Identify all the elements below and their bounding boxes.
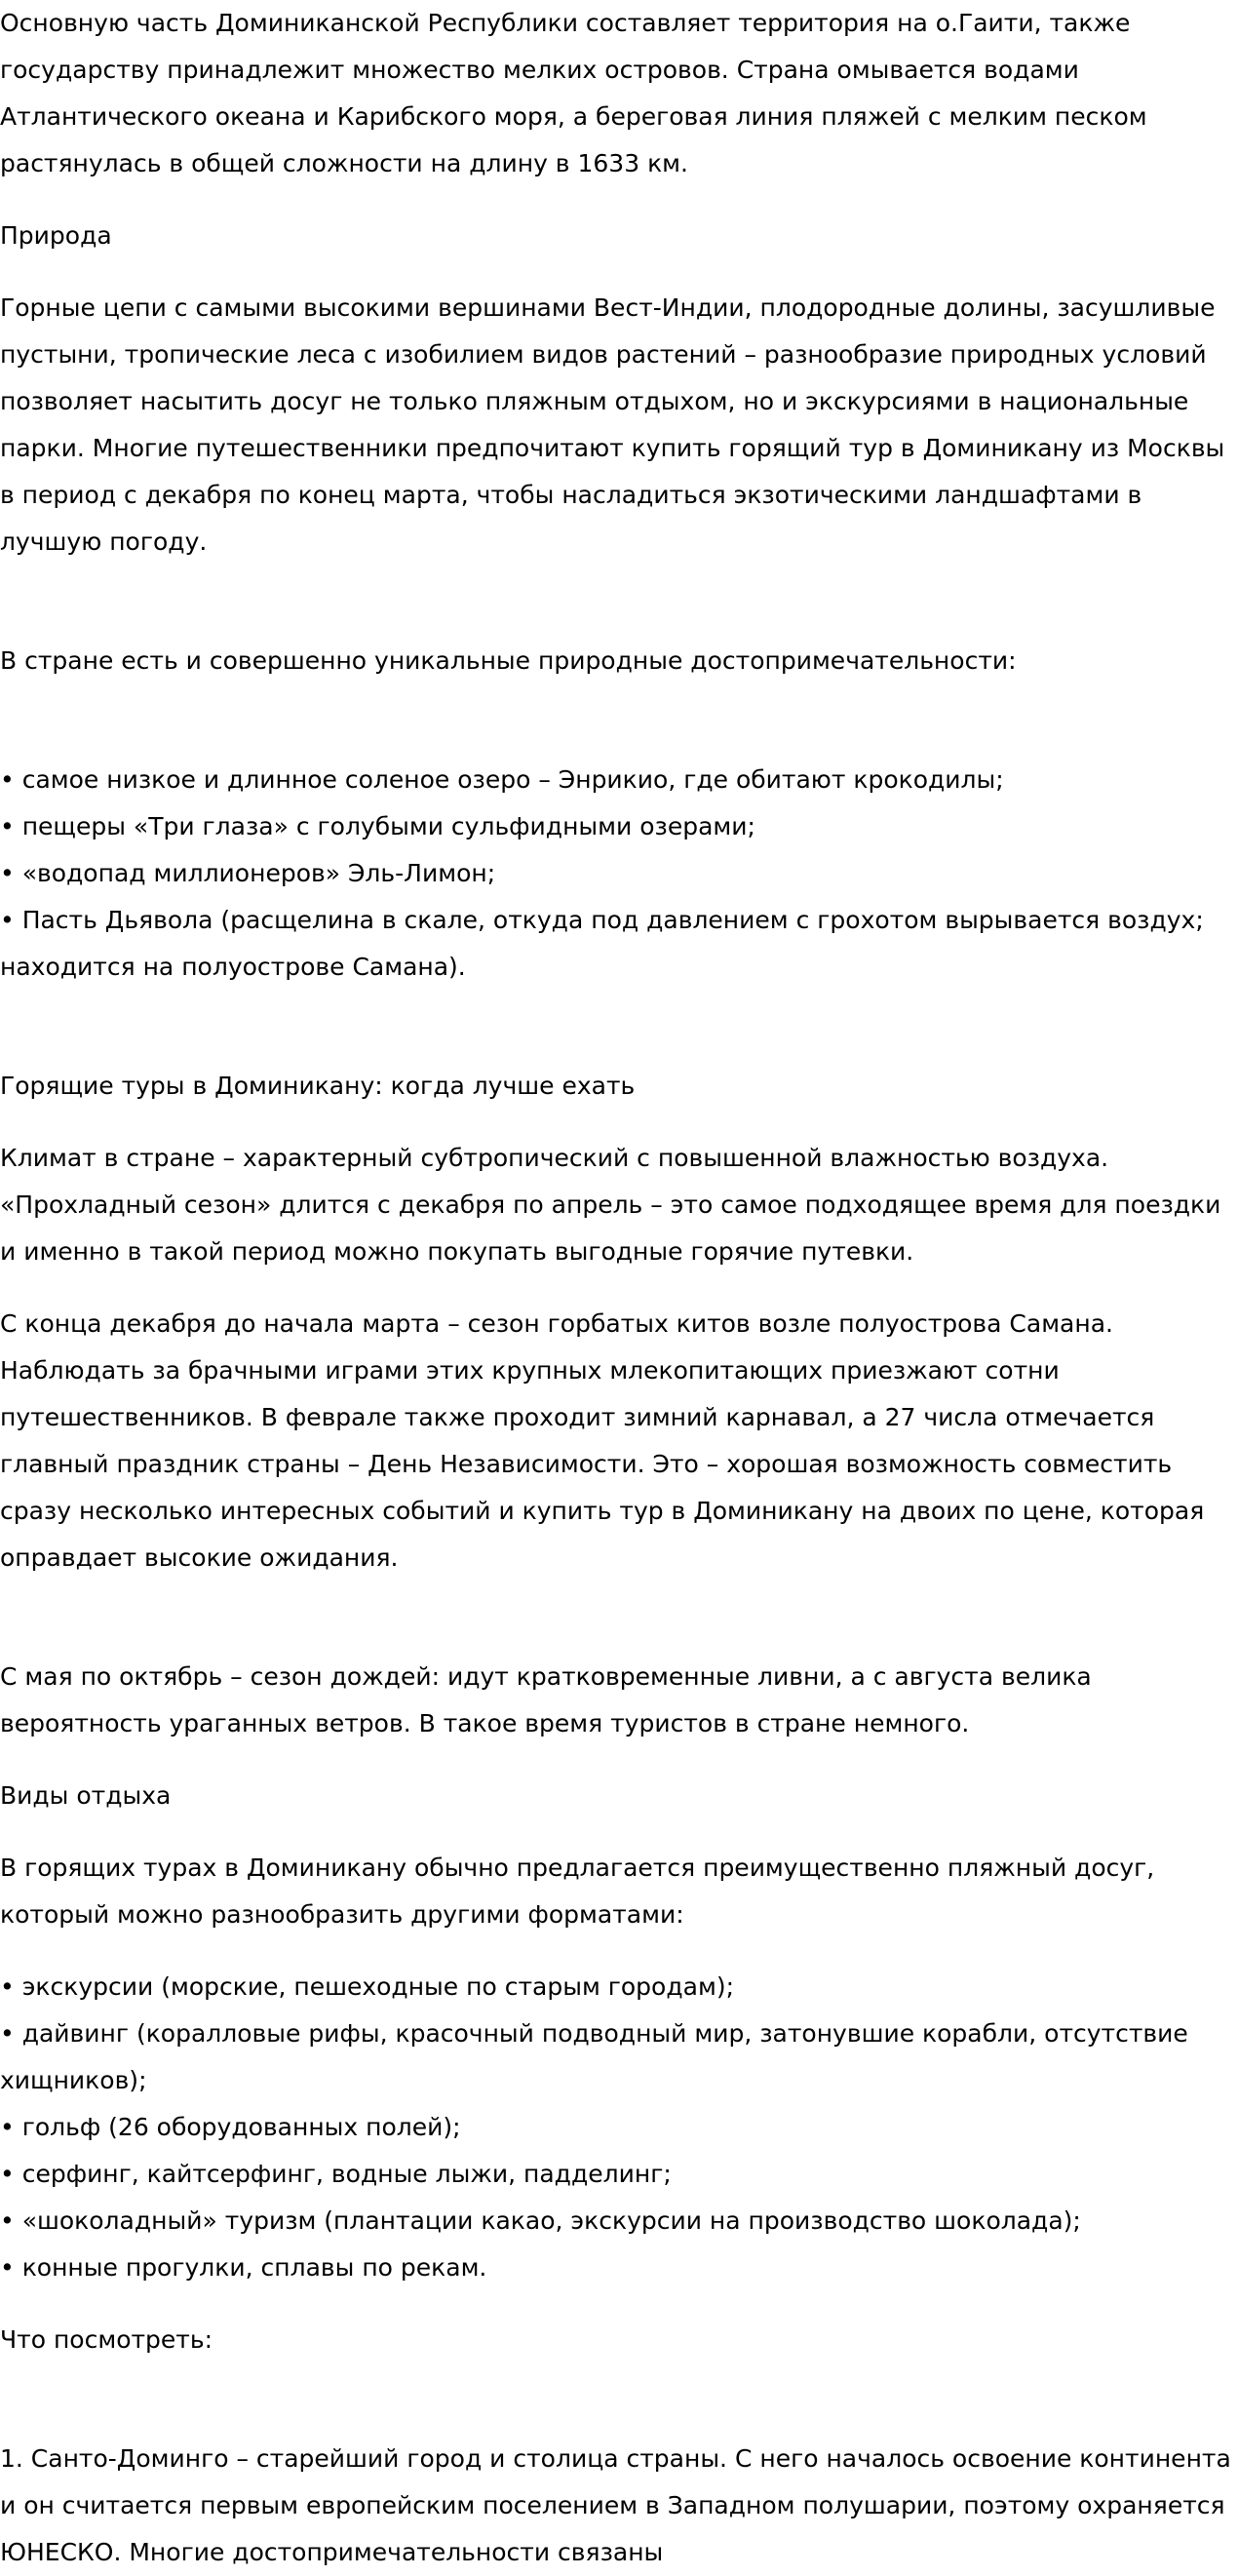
leisure-intro-paragraph: В горящих турах в Доминикану обычно предлагается преимущественно пляжный досуг, который можно разнообразить другими форматами:	[0, 1854, 1155, 1929]
list-item: • дайвинг (коралловые рифы, красочный подводный мир, затонувшие корабли, отсутствие хищников);	[0, 2019, 1188, 2094]
unique-intro-paragraph: В стране есть и совершенно уникальные природные достопримечательности:	[0, 646, 1017, 675]
when-heading: Горящие туры в Доминикану: когда лучше ехать	[0, 1072, 636, 1100]
spacer	[0, 1607, 1238, 1654]
unique-attractions-list	[0, 757, 1238, 991]
rain-paragraph: С мая по октябрь – сезон дождей: идут кратковременные ливни, а с августа велика вероятность ураганных ветров. В такое время туристов в стране немного.	[0, 1662, 1092, 1737]
climate-paragraph: Климат в стране – характерный субтропический с повышенной влажностью воздуха. «Прохладный сезон» длится с декабря по апрель – это самое подходящее время для поездки и именно в такой период можно покупать выгодные горячие путевки.	[0, 1144, 1221, 1266]
leisure-heading: Виды отдыха	[0, 1781, 172, 1810]
list-item: • «водопад миллионеров» Эль-Лимон;	[0, 859, 496, 887]
nature-paragraph: Горные цепи с самыми высокими вершинами Вест-Индии, плодородные долины, засушливые пустыни, тропические леса с изобилием видов растений – разнообразие природных условий позволяет насытить досуг не только пляжным отдыхом, но и экскурсиями в национальные парки. Многие путешественники предпочитают купить горящий тур в Доминикану из Москвы в период с декабря по конец марта, чтобы насладиться экзотическими ландшафтами в лучшую погоду.	[0, 293, 1225, 556]
spacer	[0, 710, 1238, 757]
list-item: • самое низкое и длинное соленое озеро – Энрикио, где обитают крокодилы;	[0, 765, 1004, 794]
spacer	[0, 2389, 1238, 2436]
whales-paragraph: С конца декабря до начала марта – сезон горбатых китов возле полуострова Самана. Наблюдать за брачными играми этих крупных млекопитающих приезжают сотни путешественников. В феврале также проходит зимний карнавал, а 27 числа отмечается главный праздник страны – День Независимости. Это – хорошая возможность совместить сразу несколько интересных событий и купить тур в Доминикану на двоих по цене, которая оправдает высокие ожидания.	[0, 1309, 1205, 1572]
list-item: • Пасть Дьявола (расщелина в скале, откуда под давлением с грохотом вырывается воздух; находится на полуострове Самана).	[0, 906, 1204, 981]
see-heading: Что посмотреть:	[0, 2325, 213, 2354]
santo-domingo-paragraph: 1. Санто-Доминго – старейший город и столица страны. С него началось освоение континента и он считается первым европейским поселением в Западном полушарии, поэтому охраняется ЮНЕСКО. Многие достопримечательности связаны	[0, 2444, 1231, 2566]
list-item: • серфинг, кайтсерфинг, водные лыжи, падделинг;	[0, 2160, 672, 2188]
nature-heading: Природа	[0, 221, 112, 250]
spacer	[0, 1016, 1238, 1063]
list-item: • гольф (26 оборудованных полей);	[0, 2113, 461, 2141]
leisure-list	[0, 1964, 1238, 2291]
list-item: • экскурсии (морские, пешеходные по старым городам);	[0, 1972, 734, 2001]
list-item: • конные прогулки, сплавы по рекам.	[0, 2253, 487, 2282]
list-item: • пещеры «Три глаза» с голубыми сульфидными озерами;	[0, 812, 755, 840]
list-item: • «шоколадный» туризм (плантации какао, экскурсии на производство шоколада);	[0, 2206, 1081, 2235]
intro-paragraph: Основную часть Доминиканской Республики составляет территория на о.Гаити, также государству принадлежит множество мелких островов. Страна омывается водами Атлантического океана и Карибского моря, а береговая линия пляжей с мелким песком растянулась в общей сложности на длину в 1633 км.	[0, 9, 1147, 177]
spacer	[0, 591, 1238, 638]
